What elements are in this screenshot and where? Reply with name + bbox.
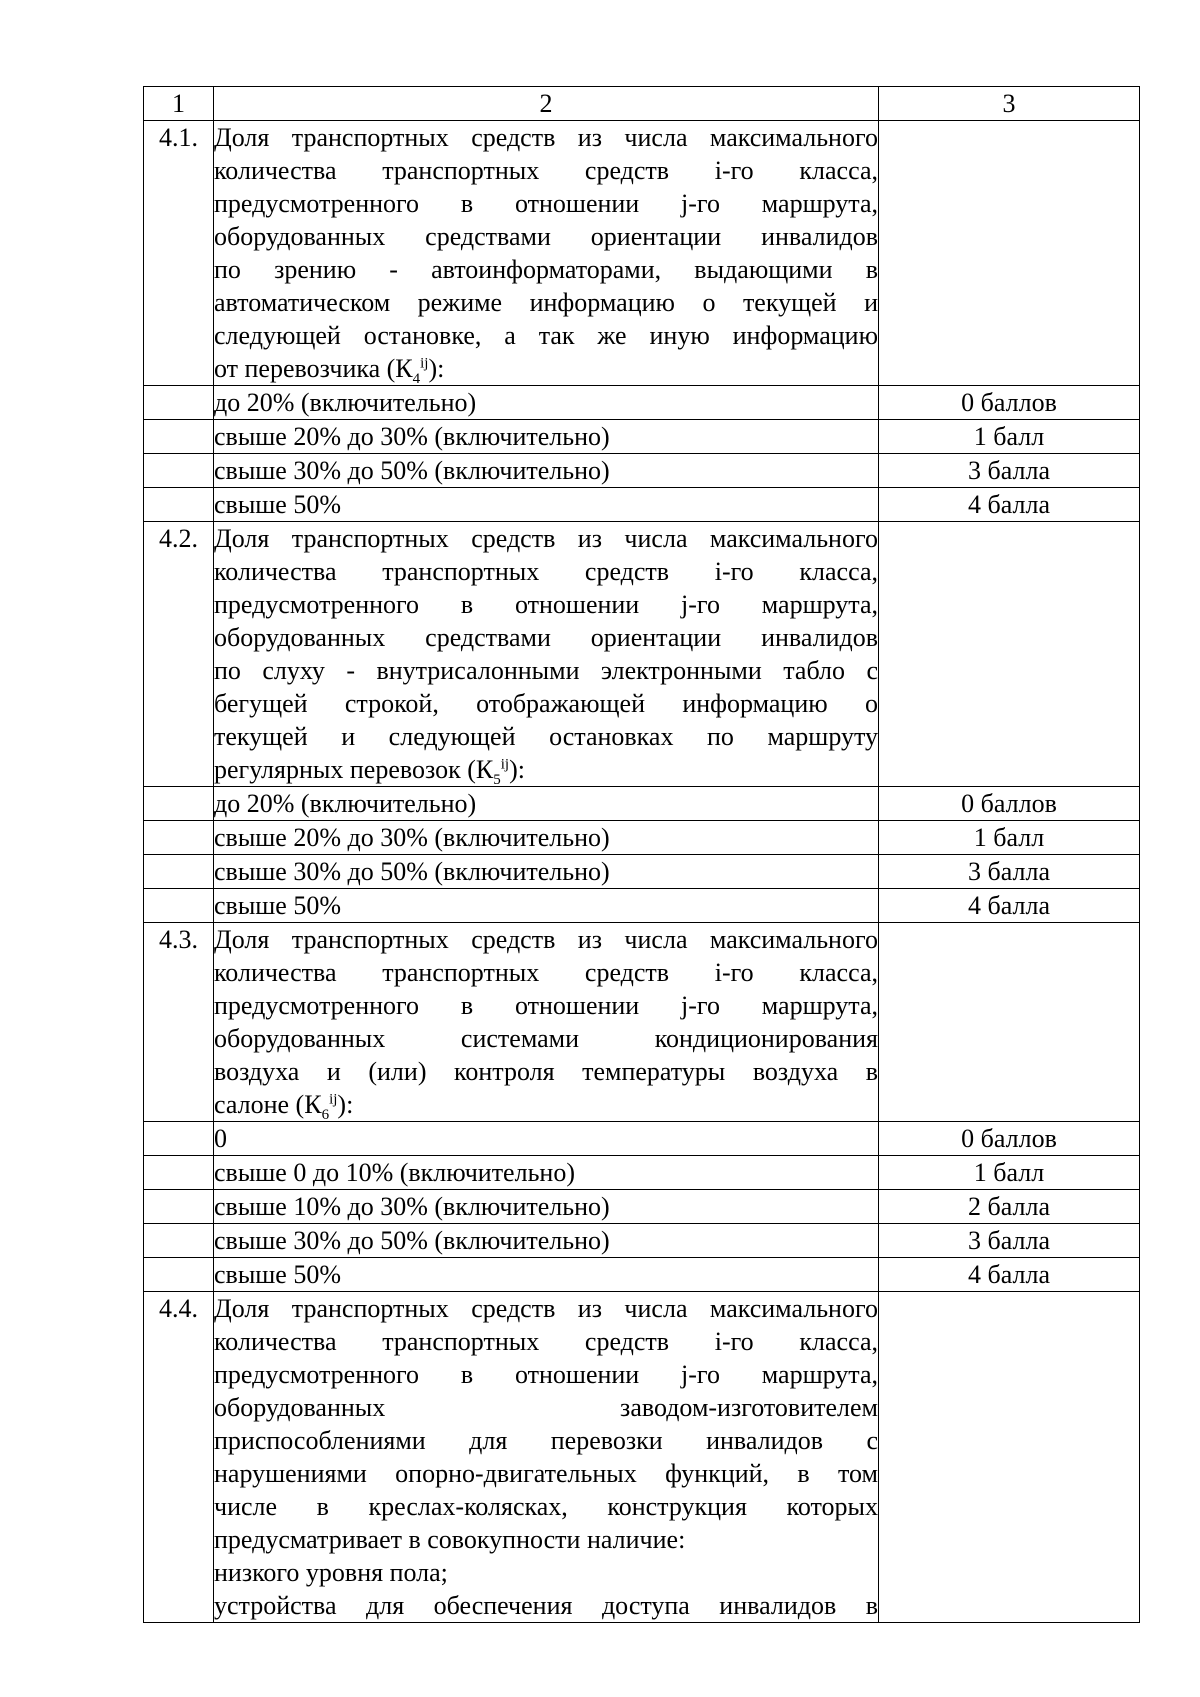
- option-score: 4 балла: [879, 889, 1140, 923]
- option-label: свыше 20% до 30% (включительно): [214, 821, 879, 855]
- option-label: 0: [214, 1122, 879, 1156]
- description-line: оборудованных системами кондиционирования: [214, 1024, 878, 1053]
- section-score-empty: [879, 121, 1140, 386]
- description-line: текущей и следующей остановках по маршруту: [214, 722, 878, 751]
- option-label: свыше 50%: [214, 1258, 879, 1292]
- option-score: 3 балла: [879, 855, 1140, 889]
- option-label: свыше 0 до 10% (включительно): [214, 1156, 879, 1190]
- option-score: 1 балл: [879, 1156, 1140, 1190]
- description-line: низкого уровня пола;: [214, 1558, 448, 1587]
- option-label: свыше 50%: [214, 488, 879, 522]
- option-row: [144, 821, 1140, 855]
- description-line: автоматическом режиме информацию о текущей и: [214, 288, 878, 317]
- header-col-1: 1: [144, 87, 214, 121]
- section-description: [214, 522, 879, 787]
- table-header-row: [144, 87, 1140, 121]
- option-row: [144, 1224, 1140, 1258]
- coef-prefix: регулярных перевозок (К: [214, 755, 494, 784]
- coef-superscript: ij: [500, 756, 510, 773]
- description-line: Доля транспортных средств из числа максимального: [214, 925, 878, 954]
- coef-subscript: 4: [412, 371, 421, 388]
- section-description: [214, 1292, 879, 1623]
- section-score-empty: [879, 1292, 1140, 1623]
- description-line: количества транспортных средств i-го класса,: [214, 1327, 878, 1356]
- coef-suffix: ):: [509, 755, 525, 784]
- option-score: 0 баллов: [879, 1122, 1140, 1156]
- description-line: предусмотренного в отношении j-го маршрута,: [214, 590, 878, 619]
- coef-subscript: 5: [493, 772, 501, 789]
- coef-subscript: 6: [321, 1107, 330, 1124]
- option-label: до 20% (включительно): [214, 787, 879, 821]
- option-score: 0 баллов: [879, 787, 1140, 821]
- option-label: свыше 10% до 30% (включительно): [214, 1190, 879, 1224]
- description-line: оборудованных заводом-изготовителем: [214, 1393, 878, 1422]
- option-row: [144, 1258, 1140, 1292]
- option-score: 4 балла: [879, 488, 1140, 522]
- coef-suffix: ):: [337, 1090, 354, 1119]
- description-line: по слуху - внутрисалонными электронными табло с: [214, 656, 878, 685]
- option-label: свыше 50%: [214, 889, 879, 923]
- section-number: 4.4.: [144, 1292, 214, 1623]
- option-label: свыше 30% до 50% (включительно): [214, 454, 879, 488]
- description-last-line: [214, 352, 878, 388]
- option-label: свыше 30% до 50% (включительно): [214, 1224, 879, 1258]
- section-description: [214, 121, 879, 386]
- header-col-3: 3: [879, 87, 1140, 121]
- coef-superscript: ij: [420, 355, 429, 372]
- description-line: количества транспортных средств i-го класса,: [214, 156, 878, 185]
- description-line: по зрению - автоинформаторами, выдающими в: [214, 255, 878, 284]
- description-line: Доля транспортных средств из числа максимального: [214, 1294, 878, 1323]
- option-score: 3 балла: [879, 454, 1140, 488]
- option-label: до 20% (включительно): [214, 386, 879, 420]
- option-score: 1 балл: [879, 420, 1140, 454]
- option-row: [144, 855, 1140, 889]
- option-row: [144, 488, 1140, 522]
- option-row: [144, 787, 1140, 821]
- option-score: 2 балла: [879, 1190, 1140, 1224]
- coef-prefix: от перевозчика (К: [214, 354, 413, 383]
- section-description: [214, 923, 879, 1122]
- coef-superscript: ij: [329, 1091, 338, 1108]
- description-line: Доля транспортных средств из числа максимального: [214, 524, 878, 553]
- description-line: воздуха и (или) контроля температуры воздуха в: [214, 1057, 878, 1086]
- description-line: оборудованных средствами ориентации инвалидов: [214, 222, 878, 251]
- section-row-4-3: [144, 923, 1140, 1122]
- description-line: бегущей строкой, отображающей информацию о: [214, 689, 878, 718]
- section-number: 4.3.: [144, 923, 214, 1122]
- description-line: числе в креслах-колясках, конструкция которых: [214, 1492, 878, 1521]
- section-number: 4.1.: [144, 121, 214, 386]
- criteria-table: [143, 86, 1140, 1623]
- option-score: 0 баллов: [879, 386, 1140, 420]
- header-col-2: 2: [214, 87, 879, 121]
- description-last-line: [214, 753, 878, 789]
- option-label: свыше 30% до 50% (включительно): [214, 855, 879, 889]
- description-line: нарушениями опорно-двигательных функций, в том: [214, 1459, 878, 1488]
- option-row: [144, 386, 1140, 420]
- option-row: [144, 454, 1140, 488]
- option-row: [144, 1156, 1140, 1190]
- section-score-empty: [879, 923, 1140, 1122]
- description-line: оборудованных средствами ориентации инвалидов: [214, 623, 878, 652]
- description-line: следующей остановке, а так же иную информацию: [214, 321, 878, 350]
- option-row: [144, 1190, 1140, 1224]
- option-score: 4 балла: [879, 1258, 1140, 1292]
- description-last-line: [214, 1088, 878, 1124]
- option-row: [144, 1122, 1140, 1156]
- description-line: предусмотренного в отношении j-го маршрута,: [214, 189, 878, 218]
- description-line: устройства для обеспечения доступа инвалидов в: [214, 1591, 878, 1620]
- description-line: предусматривает в совокупности наличие:: [214, 1525, 686, 1554]
- description-line: приспособлениями для перевозки инвалидов с: [214, 1426, 878, 1455]
- option-row: [144, 420, 1140, 454]
- section-row-4-2: [144, 522, 1140, 787]
- section-number: 4.2.: [144, 522, 214, 787]
- section-score-empty: [879, 522, 1140, 787]
- description-line: количества транспортных средств i-го класса,: [214, 557, 878, 586]
- section-row-4-4: [144, 1292, 1140, 1623]
- coef-suffix: ):: [428, 354, 445, 383]
- option-score: 1 балл: [879, 821, 1140, 855]
- coef-prefix: салоне (К: [214, 1090, 322, 1119]
- section-row-4-1: [144, 121, 1140, 386]
- description-line: предусмотренного в отношении j-го маршрута,: [214, 991, 878, 1020]
- option-label: свыше 20% до 30% (включительно): [214, 420, 879, 454]
- option-score: 3 балла: [879, 1224, 1140, 1258]
- description-line: предусмотренного в отношении j-го маршрута,: [214, 1360, 878, 1389]
- description-line: количества транспортных средств i-го класса,: [214, 958, 878, 987]
- description-line: Доля транспортных средств из числа максимального: [214, 123, 878, 152]
- option-row: [144, 889, 1140, 923]
